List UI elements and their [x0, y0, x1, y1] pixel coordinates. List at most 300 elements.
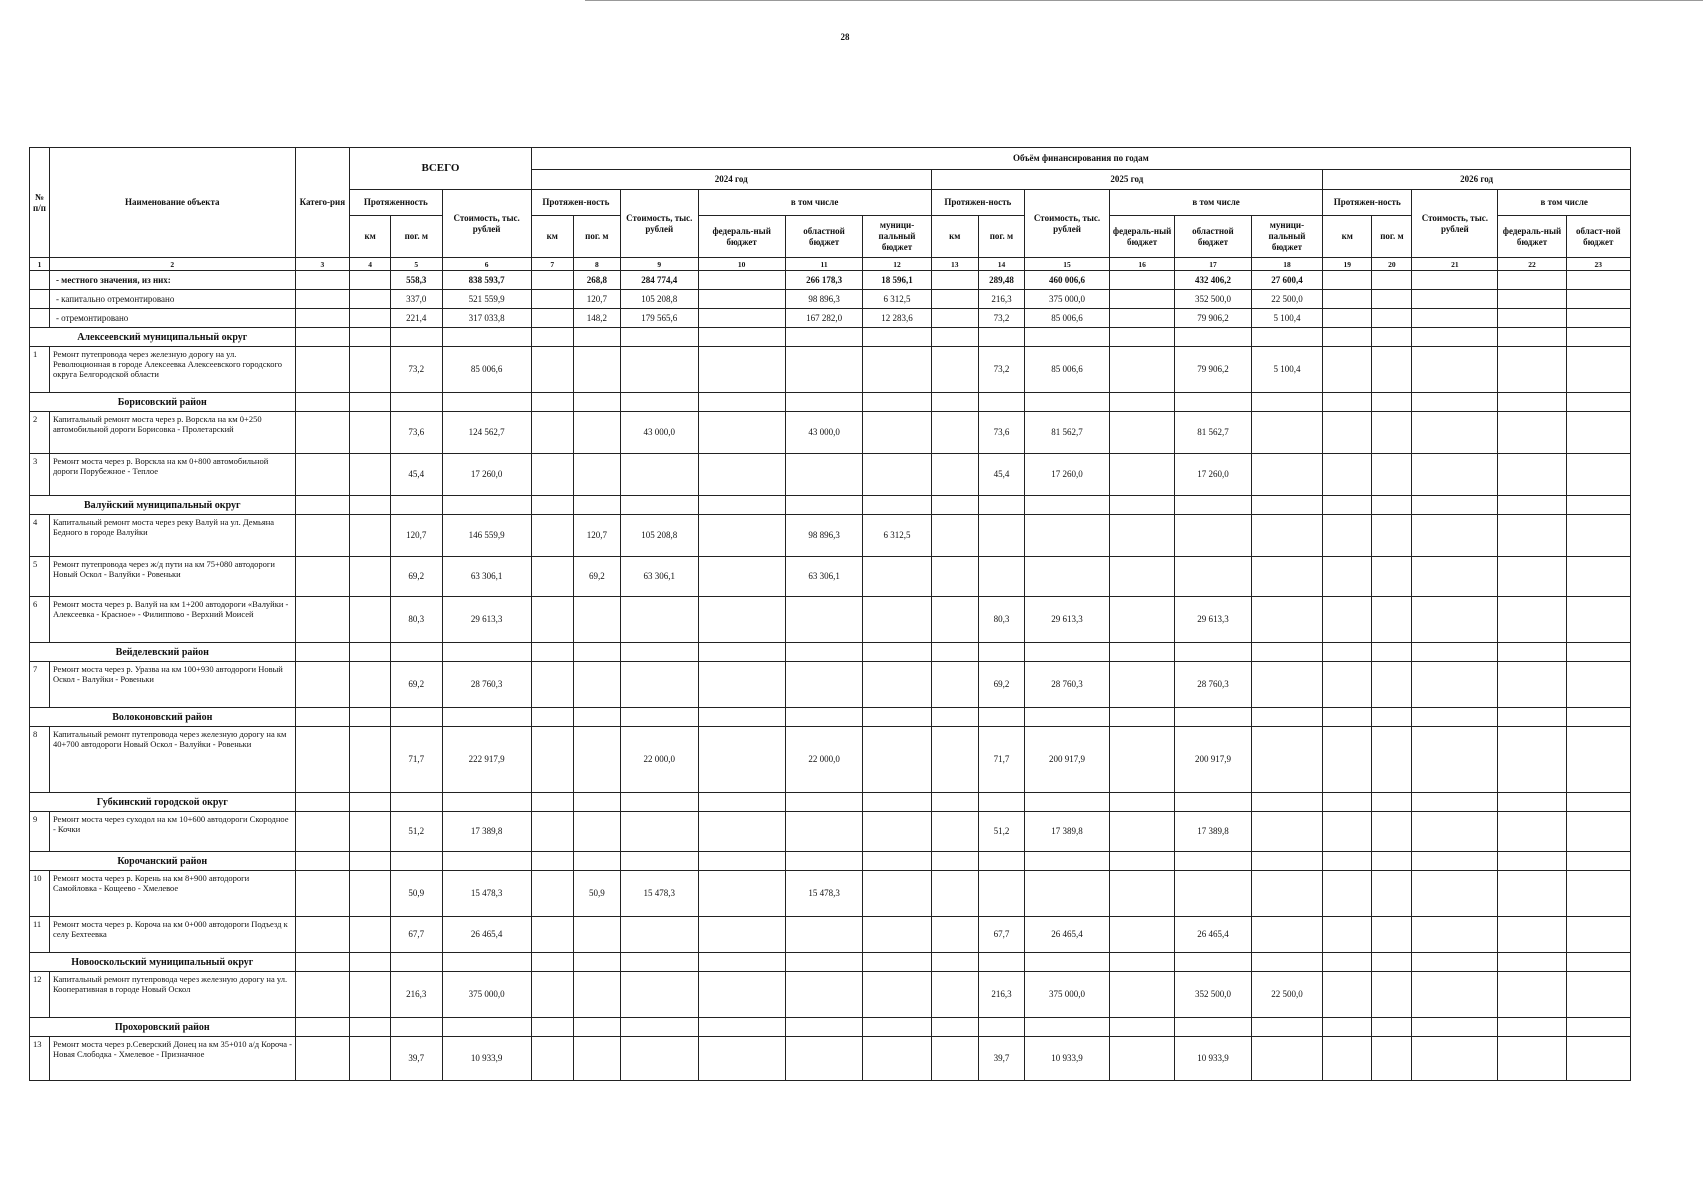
table-cell	[1412, 347, 1498, 393]
table-cell: 67,7	[978, 917, 1024, 953]
table-cell	[350, 727, 391, 793]
header-cost-2025: Стоимость, тыс. рублей	[1025, 190, 1110, 258]
table-cell	[391, 852, 442, 871]
table-cell	[1566, 972, 1630, 1018]
table-cell	[442, 953, 531, 972]
table-cell	[1323, 1037, 1372, 1081]
table-cell	[1498, 290, 1566, 309]
table-cell	[1412, 597, 1498, 643]
table-cell	[1372, 347, 1412, 393]
region-title: Волоконовский район	[30, 708, 296, 727]
table-cell	[573, 347, 620, 393]
table-cell	[350, 328, 391, 347]
table-cell	[863, 412, 931, 454]
table-cell: 120,7	[573, 515, 620, 557]
table-cell	[391, 496, 442, 515]
header-cost: Стоимость, тыс. рублей	[442, 190, 531, 258]
table-cell	[531, 852, 573, 871]
table-cell	[931, 290, 978, 309]
table-cell	[931, 1018, 978, 1037]
table-cell	[931, 347, 978, 393]
table-cell: 284 774,4	[620, 271, 698, 290]
table-cell	[1110, 793, 1175, 812]
table-cell	[1323, 496, 1372, 515]
table-cell	[931, 793, 978, 812]
table-cell	[1498, 1037, 1566, 1081]
table-cell	[30, 271, 50, 290]
table-cell	[1372, 1018, 1412, 1037]
summary-row	[30, 290, 1631, 309]
object-name: Ремонт путепровода через железную дорогу на ул. Революционная в городе Алексеевка Алексеевского городского округа Белгородской области	[49, 347, 295, 393]
table-cell	[698, 708, 785, 727]
table-cell	[295, 708, 350, 727]
header-np: № п/п	[30, 148, 50, 258]
table-cell: 28 760,3	[1175, 662, 1252, 708]
header-in-total-2026: в том числе	[1498, 190, 1631, 216]
table-cell	[698, 347, 785, 393]
table-cell	[863, 871, 931, 917]
table-cell	[1566, 454, 1630, 496]
table-cell	[1251, 393, 1322, 412]
table-cell	[1412, 454, 1498, 496]
header-municipal-2025: муници-пальный бюджет	[1251, 216, 1322, 258]
header-length-2026: Протяжен-ность	[1323, 190, 1412, 216]
table-cell	[863, 496, 931, 515]
table-cell: 105 208,8	[620, 290, 698, 309]
table-cell	[1566, 793, 1630, 812]
table-cell	[1323, 917, 1372, 953]
row-number: 2	[30, 412, 50, 454]
column-number-row	[30, 258, 1631, 271]
col-num: 23	[1566, 258, 1630, 271]
table-cell	[531, 953, 573, 972]
table-cell	[698, 515, 785, 557]
table-cell	[698, 496, 785, 515]
table-cell	[1498, 309, 1566, 328]
table-cell	[978, 393, 1024, 412]
table-cell	[1323, 393, 1372, 412]
table-cell	[1323, 953, 1372, 972]
object-name: Ремонт путепровода через ж/д пути на км 75+080 автодороги Новый Оскол - Валуйки - Ровеньки	[49, 557, 295, 597]
table-cell	[863, 972, 931, 1018]
region-row	[30, 852, 1631, 871]
table-cell	[1025, 871, 1110, 917]
row-number: 8	[30, 727, 50, 793]
table-cell	[1412, 793, 1498, 812]
table-cell	[863, 597, 931, 643]
object-name: Ремонт моста через р. Корень на км 8+900 автодороги Самойловка - Кощеево - Хмелевое	[49, 871, 295, 917]
table-cell	[1323, 290, 1372, 309]
table-cell	[1412, 812, 1498, 852]
table-cell: 29 613,3	[1025, 597, 1110, 643]
table-cell	[1566, 557, 1630, 597]
table-cell: 22 000,0	[785, 727, 863, 793]
table-cell	[978, 643, 1024, 662]
region-title: Губкинский городской округ	[30, 793, 296, 812]
table-cell: 73,2	[978, 347, 1024, 393]
table-cell	[1498, 1018, 1566, 1037]
table-cell	[931, 597, 978, 643]
table-cell	[620, 662, 698, 708]
table-cell	[1498, 917, 1566, 953]
table-cell	[531, 1037, 573, 1081]
table-cell	[295, 1018, 350, 1037]
table-cell	[978, 1018, 1024, 1037]
table-cell	[1372, 393, 1412, 412]
table-cell	[1566, 662, 1630, 708]
table-cell	[1251, 515, 1322, 557]
table-cell	[1110, 290, 1175, 309]
col-num: 20	[1372, 258, 1412, 271]
col-num: 1	[30, 258, 50, 271]
object-name: Ремонт моста через р. Ворскла на км 0+800 автомобильной дороги Порубежное - Теплое	[49, 454, 295, 496]
row-number: 10	[30, 871, 50, 917]
col-num: 14	[978, 258, 1024, 271]
table-cell	[1110, 515, 1175, 557]
table-cell	[1498, 812, 1566, 852]
table-cell	[350, 953, 391, 972]
table-cell	[1323, 515, 1372, 557]
table-cell	[350, 393, 391, 412]
col-num: 15	[1025, 258, 1110, 271]
table-cell	[1251, 953, 1322, 972]
region-title: Вейделевский район	[30, 643, 296, 662]
table-cell: 98 896,3	[785, 515, 863, 557]
table-cell: 79 906,2	[1175, 309, 1252, 328]
table-cell	[1566, 1037, 1630, 1081]
table-cell	[442, 496, 531, 515]
table-cell: 63 306,1	[785, 557, 863, 597]
table-cell	[1372, 1037, 1412, 1081]
table-cell	[698, 412, 785, 454]
col-num: 2	[49, 258, 295, 271]
table-cell: 81 562,7	[1025, 412, 1110, 454]
table-cell	[931, 515, 978, 557]
table-cell	[1372, 496, 1412, 515]
table-cell	[1372, 557, 1412, 597]
table-cell	[350, 708, 391, 727]
table-cell	[698, 953, 785, 972]
table-cell	[531, 972, 573, 1018]
table-cell	[1498, 515, 1566, 557]
table-cell	[1110, 271, 1175, 290]
table-cell	[1251, 412, 1322, 454]
table-cell	[531, 393, 573, 412]
table-cell	[1110, 812, 1175, 852]
table-cell: 29 613,3	[442, 597, 531, 643]
table-cell: 98 896,3	[785, 290, 863, 309]
table-cell: 85 006,6	[442, 347, 531, 393]
table-cell	[1175, 953, 1252, 972]
table-cell	[931, 972, 978, 1018]
table-cell: 216,3	[978, 290, 1024, 309]
table-cell	[1110, 871, 1175, 917]
region-title: Новооскольский муниципальный округ	[30, 953, 296, 972]
table-cell	[620, 812, 698, 852]
table-cell	[573, 662, 620, 708]
table-cell	[295, 793, 350, 812]
table-cell: 6 312,5	[863, 515, 931, 557]
table-cell	[1251, 328, 1322, 347]
table-cell	[1323, 793, 1372, 812]
table-cell	[442, 328, 531, 347]
table-cell	[295, 557, 350, 597]
table-cell	[1323, 328, 1372, 347]
table-cell: 26 465,4	[1175, 917, 1252, 953]
table-cell	[1498, 393, 1566, 412]
table-cell	[573, 708, 620, 727]
table-cell	[1412, 662, 1498, 708]
table-cell	[1498, 496, 1566, 515]
table-cell	[1412, 393, 1498, 412]
table-cell	[1323, 708, 1372, 727]
table-cell	[295, 597, 350, 643]
header-vsego: ВСЕГО	[350, 148, 532, 190]
table-cell	[531, 597, 573, 643]
table-cell	[931, 852, 978, 871]
header-funding: Объём финансирования по годам	[531, 148, 1630, 170]
table-cell: 10 933,9	[1175, 1037, 1252, 1081]
table-cell: 266 178,3	[785, 271, 863, 290]
table-cell	[531, 871, 573, 917]
object-row	[30, 917, 1631, 953]
table-cell	[295, 812, 350, 852]
table-cell	[698, 271, 785, 290]
table-cell	[1110, 347, 1175, 393]
table-cell	[295, 328, 350, 347]
row-number: 13	[30, 1037, 50, 1081]
header-municipal-2024: муници-пальный бюджет	[863, 216, 931, 258]
table-cell	[573, 643, 620, 662]
object-name: Капитальный ремонт путепровода через железную дорогу на км 40+700 автодороги Новый Оскол - Валуйки - Ровеньки	[49, 727, 295, 793]
table-cell: 17 260,0	[1025, 454, 1110, 496]
region-row	[30, 1018, 1631, 1037]
table-cell: 124 562,7	[442, 412, 531, 454]
table-cell	[698, 309, 785, 328]
table-cell	[1372, 643, 1412, 662]
table-cell: 67,7	[391, 917, 442, 953]
table-cell	[931, 708, 978, 727]
table-body	[30, 271, 1631, 1081]
table-cell	[1412, 496, 1498, 515]
object-name: Капитальный ремонт моста через р. Ворскла на км 0+250 автомобильной дороги Борисовка - Пролетарский	[49, 412, 295, 454]
table-cell	[1412, 1018, 1498, 1037]
table-cell	[350, 812, 391, 852]
table-cell	[1566, 1018, 1630, 1037]
header-year-2025: 2025 год	[931, 170, 1323, 190]
table-cell	[620, 1037, 698, 1081]
table-cell	[1025, 643, 1110, 662]
row-number: 12	[30, 972, 50, 1018]
table-cell: 120,7	[573, 290, 620, 309]
table-cell	[1566, 496, 1630, 515]
table-cell	[698, 662, 785, 708]
table-cell	[1372, 515, 1412, 557]
table-cell	[1498, 347, 1566, 393]
table-cell	[350, 271, 391, 290]
table-cell: 167 282,0	[785, 309, 863, 328]
table-cell	[1110, 412, 1175, 454]
table-cell: 22 000,0	[620, 727, 698, 793]
table-cell	[350, 793, 391, 812]
table-cell	[1498, 793, 1566, 812]
table-cell	[1323, 271, 1372, 290]
header-federal-2026: федераль-ный бюджет	[1498, 216, 1566, 258]
table-cell: 15 478,3	[785, 871, 863, 917]
table-cell	[1110, 309, 1175, 328]
table-cell: 15 478,3	[620, 871, 698, 917]
table-cell	[1412, 917, 1498, 953]
header-km-2024: км	[531, 216, 573, 258]
table-cell: 73,2	[978, 309, 1024, 328]
table-cell	[931, 328, 978, 347]
table-cell	[698, 290, 785, 309]
table-cell: 289,48	[978, 271, 1024, 290]
table-cell	[295, 727, 350, 793]
table-cell	[620, 708, 698, 727]
table-cell	[1110, 1037, 1175, 1081]
table-cell	[1251, 708, 1322, 727]
table-cell	[620, 347, 698, 393]
table-cell	[1251, 727, 1322, 793]
table-cell	[978, 871, 1024, 917]
table-cell	[1498, 412, 1566, 454]
summary-label: - местного значения, из них:	[49, 271, 295, 290]
table-cell	[295, 309, 350, 328]
table-cell	[785, 917, 863, 953]
table-cell: 26 465,4	[442, 917, 531, 953]
table-cell	[1323, 454, 1372, 496]
table-cell: 43 000,0	[620, 412, 698, 454]
table-cell	[1175, 515, 1252, 557]
table-cell	[1566, 812, 1630, 852]
header-km-2026: км	[1323, 216, 1372, 258]
table-cell	[978, 793, 1024, 812]
table-cell	[350, 412, 391, 454]
table-cell	[1498, 852, 1566, 871]
table-cell: 73,6	[978, 412, 1024, 454]
table-cell	[573, 972, 620, 1018]
col-num: 19	[1323, 258, 1372, 271]
region-title: Прохоровский район	[30, 1018, 296, 1037]
table-cell	[931, 812, 978, 852]
table-cell	[1323, 812, 1372, 852]
col-num: 22	[1498, 258, 1566, 271]
table-cell	[620, 953, 698, 972]
table-cell	[1025, 793, 1110, 812]
table-cell	[1175, 328, 1252, 347]
table-cell	[698, 328, 785, 347]
table-cell	[295, 917, 350, 953]
table-cell	[573, 727, 620, 793]
table-cell	[1110, 662, 1175, 708]
table-cell	[1251, 662, 1322, 708]
table-cell: 22 500,0	[1251, 290, 1322, 309]
table-cell	[1498, 271, 1566, 290]
header-pog-m-2026: пог. м	[1372, 216, 1412, 258]
table-cell: 69,2	[978, 662, 1024, 708]
table-cell	[785, 812, 863, 852]
table-cell	[1110, 708, 1175, 727]
table-cell	[1025, 708, 1110, 727]
table-cell	[1251, 1018, 1322, 1037]
table-cell: 337,0	[391, 290, 442, 309]
table-cell	[978, 953, 1024, 972]
table-cell	[1372, 852, 1412, 871]
table-cell: 28 760,3	[1025, 662, 1110, 708]
object-name: Ремонт моста через р.Северский Донец на км 35+010 а/д Короча - Новая Слободка - Хмелевое - Призначное	[49, 1037, 295, 1081]
table-cell: 69,2	[391, 557, 442, 597]
financing-table	[29, 147, 1631, 1081]
table-cell: 6 312,5	[863, 290, 931, 309]
region-title: Валуйский муниципальный округ	[30, 496, 296, 515]
table-cell	[785, 793, 863, 812]
table-cell: 268,8	[573, 271, 620, 290]
table-cell	[863, 953, 931, 972]
region-title: Алексеевский муниципальный округ	[30, 328, 296, 347]
table-cell	[442, 643, 531, 662]
table-cell	[1372, 972, 1412, 1018]
table-cell: 17 389,8	[442, 812, 531, 852]
table-cell	[350, 662, 391, 708]
table-cell	[573, 1018, 620, 1037]
table-cell	[1372, 917, 1412, 953]
table-cell	[620, 852, 698, 871]
table-cell	[1498, 643, 1566, 662]
table-cell	[1110, 597, 1175, 643]
region-row	[30, 708, 1631, 727]
table-cell	[1566, 727, 1630, 793]
table-cell	[698, 917, 785, 953]
table-cell	[931, 643, 978, 662]
table-cell	[978, 328, 1024, 347]
table-cell: 81 562,7	[1175, 412, 1252, 454]
table-cell	[531, 917, 573, 953]
table-cell	[391, 393, 442, 412]
table-cell	[1110, 852, 1175, 871]
table-cell: 22 500,0	[1251, 972, 1322, 1018]
table-cell	[1175, 1018, 1252, 1037]
header-length-2025: Протяжен-ность	[931, 190, 1024, 216]
table-cell	[1372, 290, 1412, 309]
table-cell	[620, 917, 698, 953]
table-cell	[1372, 953, 1412, 972]
table-cell	[1110, 496, 1175, 515]
table-cell	[698, 454, 785, 496]
header-year-2024: 2024 год	[531, 170, 931, 190]
table-cell: 838 593,7	[442, 271, 531, 290]
table-cell	[531, 662, 573, 708]
col-num: 4	[350, 258, 391, 271]
header-federal-2024: федераль-ный бюджет	[698, 216, 785, 258]
table-cell	[1175, 496, 1252, 515]
table-cell	[1412, 328, 1498, 347]
table-cell: 50,9	[573, 871, 620, 917]
table-cell	[1412, 871, 1498, 917]
table-cell	[1323, 852, 1372, 871]
table-cell	[1110, 557, 1175, 597]
table-cell	[1251, 643, 1322, 662]
table-cell	[1251, 812, 1322, 852]
table-cell: 120,7	[391, 515, 442, 557]
table-cell	[391, 708, 442, 727]
object-row	[30, 557, 1631, 597]
row-number: 7	[30, 662, 50, 708]
table-cell	[350, 917, 391, 953]
table-cell	[531, 557, 573, 597]
table-cell	[1323, 727, 1372, 793]
table-cell	[1372, 271, 1412, 290]
